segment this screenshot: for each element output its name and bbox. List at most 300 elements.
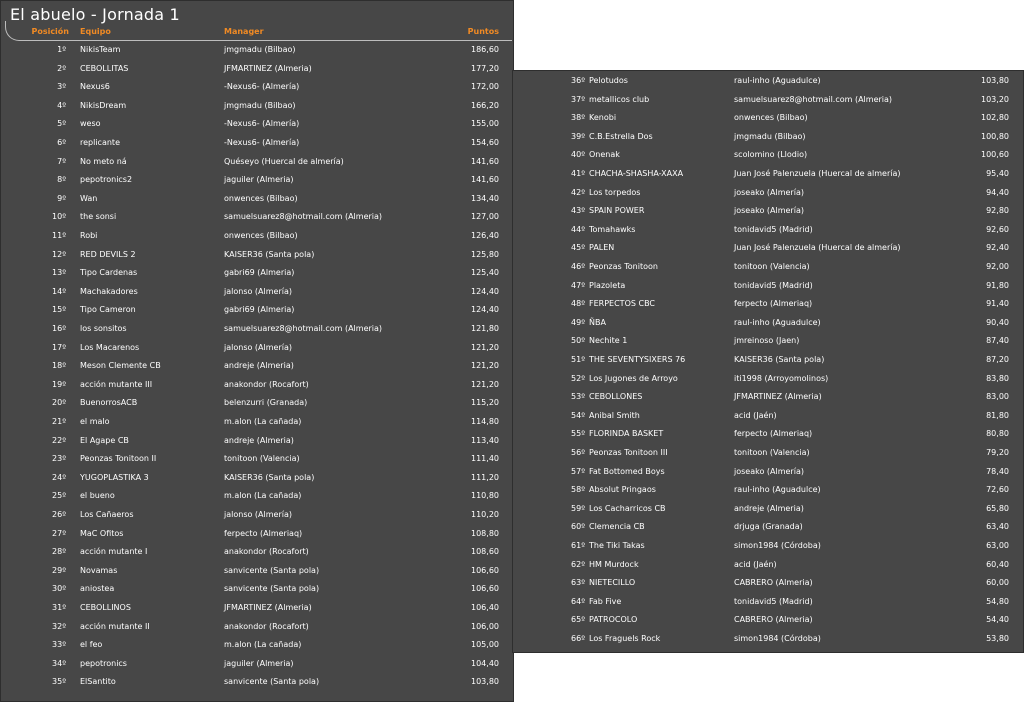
position-cell: 32º	[52, 621, 66, 631]
table-row	[513, 630, 1023, 649]
team-cell: pepotronics	[80, 658, 127, 668]
position-cell: 62º	[571, 559, 585, 569]
manager-cell: raul-inho (Aguadulce)	[734, 317, 821, 327]
manager-cell: andreje (Almeria)	[734, 503, 804, 513]
points-cell: 106,60	[471, 584, 499, 594]
position-cell: 43º	[571, 206, 585, 216]
points-cell: 63,00	[986, 541, 1009, 550]
team-cell: Los Jugones de Arroyo	[589, 373, 678, 383]
table-row	[1, 60, 513, 79]
manager-cell: -Nexus6- (Almería)	[224, 82, 300, 92]
points-cell: 121,80	[471, 324, 499, 333]
table-row	[513, 258, 1023, 277]
table-row	[513, 72, 1023, 91]
position-cell: 31º	[52, 603, 66, 612]
table-row	[1, 450, 513, 469]
manager-cell: anakondor (Rocafort)	[224, 379, 309, 389]
position-cell: 42º	[571, 187, 585, 197]
table-row	[1, 78, 513, 97]
position-cell: 29º	[52, 565, 66, 575]
table-row	[1, 432, 513, 451]
table-row	[513, 351, 1023, 370]
position-cell: 48º	[571, 299, 585, 309]
table-row	[1, 320, 513, 339]
manager-cell: tonidavid5 (Madrid)	[734, 224, 813, 234]
position-cell: 44º	[571, 224, 585, 234]
position-cell: 30º	[52, 584, 66, 594]
table-row	[513, 221, 1023, 240]
team-cell: ÑBA	[589, 317, 606, 327]
manager-cell: acid (Jaén)	[734, 410, 777, 420]
points-cell: 111,20	[471, 472, 499, 482]
position-cell: 55º	[571, 429, 585, 439]
manager-cell: tonidavid5 (Madrid)	[734, 596, 813, 606]
position-cell: 27º	[52, 528, 66, 538]
position-cell: 57º	[571, 466, 585, 476]
points-cell: 91,80	[986, 280, 1009, 290]
points-cell: 125,80	[471, 249, 499, 259]
table-row	[513, 239, 1023, 258]
table-row	[1, 469, 513, 488]
manager-cell: onwences (Bilbao)	[734, 113, 808, 123]
team-cell: Meson Clemente CB	[80, 361, 161, 371]
position-cell: 25º	[52, 491, 66, 501]
team-cell: el bueno	[80, 491, 115, 501]
points-cell: 92,00	[986, 262, 1009, 271]
points-cell: 103,20	[981, 94, 1009, 104]
manager-cell: jalonso (Almería)	[224, 286, 292, 296]
team-cell: Kenobi	[589, 113, 617, 123]
points-cell: 115,20	[471, 398, 499, 408]
table-row	[513, 91, 1023, 110]
manager-cell: KAISER36 (Santa pola)	[224, 249, 315, 259]
points-cell: 72,60	[986, 485, 1009, 495]
manager-cell: anakondor (Rocafort)	[224, 547, 309, 557]
page-title: El abuelo - Jornada 1	[10, 5, 180, 24]
team-cell: CEBOLLONES	[589, 392, 643, 402]
manager-cell: tonitoon (Valencia)	[734, 262, 810, 271]
manager-cell: ferpecto (Almeriaq)	[224, 528, 303, 538]
points-cell: 60,40	[986, 559, 1009, 569]
manager-cell: samuelsuarez8@hotmail.com (Almeria)	[224, 324, 383, 333]
table-row	[513, 611, 1023, 630]
position-cell: 19º	[52, 379, 66, 389]
position-cell: 10º	[52, 212, 66, 222]
points-cell: 80,80	[986, 429, 1009, 439]
table-row	[1, 413, 513, 432]
header-manager: Manager	[224, 27, 264, 36]
position-cell: 56º	[571, 448, 585, 457]
position-cell: 52º	[571, 373, 585, 383]
position-cell: 15º	[52, 305, 66, 315]
manager-cell: onwences (Bilbao)	[224, 231, 298, 240]
points-cell: 90,40	[986, 317, 1009, 327]
manager-cell: CABRERO (Almeria)	[734, 578, 813, 588]
position-cell: 41º	[571, 169, 585, 178]
manager-cell: jmgmadu (Bilbao)	[224, 100, 296, 110]
position-cell: 13º	[52, 268, 66, 278]
manager-cell: jaguiler (Almeria)	[224, 658, 294, 668]
team-cell: metallicos club	[589, 94, 650, 104]
position-cell: 20º	[52, 398, 66, 408]
position-cell: 50º	[571, 336, 585, 346]
points-cell: 105,00	[471, 640, 499, 650]
team-cell: THE SEVENTYSIXERS 76	[589, 355, 686, 364]
points-cell: 106,00	[471, 621, 499, 631]
points-cell: 92,60	[986, 224, 1009, 234]
table-row	[1, 487, 513, 506]
team-cell: NIETECILLO	[589, 578, 636, 588]
position-cell: 2º	[57, 63, 66, 73]
points-cell: 102,80	[981, 113, 1009, 123]
manager-cell: onwences (Bilbao)	[224, 193, 298, 203]
team-cell: PATROCOLO	[589, 615, 638, 625]
table-row	[1, 190, 513, 209]
manager-cell: jaguiler (Almeria)	[224, 175, 294, 185]
table-row	[513, 128, 1023, 147]
table-row	[513, 202, 1023, 221]
team-cell: BuenorrosACB	[80, 398, 138, 408]
team-cell: Peonzas Tonitoon	[589, 262, 658, 271]
points-cell: 94,40	[986, 187, 1009, 197]
manager-cell: m.alon (La cañada)	[224, 417, 302, 426]
team-cell: Los Fraguels Rock	[589, 634, 661, 643]
manager-cell: andreje (Almeria)	[224, 361, 294, 371]
manager-cell: raul-inho (Aguadulce)	[734, 76, 821, 85]
table-row	[1, 339, 513, 358]
position-cell: 64º	[571, 596, 585, 606]
points-cell: 126,40	[471, 231, 499, 240]
table-row	[1, 376, 513, 395]
position-cell: 24º	[52, 472, 66, 482]
position-cell: 7º	[57, 156, 66, 166]
team-cell: Wan	[80, 193, 98, 203]
team-cell: Fab Five	[589, 596, 622, 606]
manager-cell: jalonso (Almería)	[224, 510, 292, 519]
team-cell: Pelotudos	[589, 76, 628, 85]
manager-cell: ferpecto (Almeriaq)	[734, 299, 813, 309]
team-cell: Onenak	[589, 150, 620, 160]
table-row	[513, 407, 1023, 426]
points-cell: 100,60	[981, 150, 1009, 160]
points-cell: 95,40	[986, 169, 1009, 178]
team-cell: los sonsitos	[80, 324, 127, 333]
table-row	[513, 184, 1023, 203]
manager-cell: drjuga (Granada)	[734, 522, 803, 532]
manager-cell: ferpecto (Almeriaq)	[734, 429, 813, 439]
position-cell: 53º	[571, 392, 585, 402]
points-cell: 141,60	[471, 156, 499, 166]
manager-cell: samuelsuarez8@hotmail.com (Almeria)	[734, 94, 893, 104]
points-cell: 91,40	[986, 299, 1009, 309]
team-cell: YUGOPLASTIKA 3	[80, 472, 149, 482]
position-cell: 46º	[571, 262, 585, 271]
position-cell: 66º	[571, 634, 585, 643]
position-cell: 18º	[52, 361, 66, 371]
points-cell: 81,80	[986, 410, 1009, 420]
team-cell: PALEN	[589, 243, 615, 253]
points-cell: 124,40	[471, 286, 499, 296]
team-cell: SPAIN POWER	[589, 206, 645, 216]
table-row	[1, 283, 513, 302]
points-cell: 154,60	[471, 138, 499, 147]
table-row	[513, 537, 1023, 556]
table-row	[1, 115, 513, 134]
header-position: Posición	[31, 27, 69, 36]
manager-cell: tonidavid5 (Madrid)	[734, 280, 813, 290]
points-cell: 186,60	[471, 45, 499, 54]
table-row	[513, 481, 1023, 500]
points-cell: 54,40	[986, 615, 1009, 625]
points-cell: 110,20	[471, 510, 499, 519]
manager-cell: -Nexus6- (Almería)	[224, 119, 300, 129]
team-cell: acción mutante I	[80, 547, 148, 557]
team-cell: the sonsi	[80, 212, 117, 222]
team-cell: replicante	[80, 138, 120, 147]
table-row	[1, 357, 513, 376]
points-cell: 113,40	[471, 435, 499, 445]
points-cell: 172,00	[471, 82, 499, 92]
table-row	[1, 673, 513, 692]
table-row	[1, 618, 513, 637]
points-cell: 121,20	[471, 361, 499, 371]
points-cell: 106,40	[471, 603, 499, 612]
points-cell: 79,20	[986, 448, 1009, 457]
table-row	[513, 444, 1023, 463]
points-cell: 111,40	[471, 454, 499, 464]
table-row	[1, 543, 513, 562]
team-cell: weso	[80, 119, 101, 129]
points-cell: 83,00	[986, 392, 1009, 402]
position-cell: 59º	[571, 503, 585, 513]
points-cell: 177,20	[471, 63, 499, 73]
team-cell: FLORINDA BASKET	[589, 429, 664, 439]
team-cell: The Tiki Takas	[589, 541, 645, 550]
team-cell: acción mutante III	[80, 379, 153, 389]
position-cell: 65º	[571, 615, 585, 625]
position-cell: 33º	[52, 640, 66, 650]
table-row	[1, 227, 513, 246]
manager-cell: iti1998 (Arroyomolinos)	[734, 373, 829, 383]
position-cell: 60º	[571, 522, 585, 532]
position-cell: 4º	[57, 100, 66, 110]
manager-cell: KAISER36 (Santa pola)	[224, 472, 315, 482]
table-row	[513, 277, 1023, 296]
manager-cell: joseako (Almería)	[734, 187, 804, 197]
team-cell: Tipo Cardenas	[80, 268, 138, 278]
manager-cell: joseako (Almería)	[734, 206, 804, 216]
table-row	[513, 463, 1023, 482]
points-cell: 124,40	[471, 305, 499, 315]
manager-cell: simon1984 (Córdoba)	[734, 634, 821, 643]
manager-cell: sanvicente (Santa pola)	[224, 677, 320, 687]
team-cell: el malo	[80, 417, 110, 426]
points-cell: 63,40	[986, 522, 1009, 532]
team-cell: Nexus6	[80, 82, 110, 92]
table-row	[1, 208, 513, 227]
team-cell: C.B.Estrella Dos	[589, 131, 653, 141]
table-row	[513, 574, 1023, 593]
manager-cell: tonitoon (Valencia)	[734, 448, 810, 457]
team-cell: Tomahawks	[589, 224, 636, 234]
points-cell: 78,40	[986, 466, 1009, 476]
points-cell: 103,80	[471, 677, 499, 687]
team-cell: Absolut Pringaos	[589, 485, 656, 495]
position-cell: 49º	[571, 317, 585, 327]
manager-cell: Juan José Palenzuela (Huercal de almería)	[734, 243, 901, 253]
points-cell: 92,80	[986, 206, 1009, 216]
table-row	[1, 525, 513, 544]
table-row	[1, 301, 513, 320]
points-cell: 121,20	[471, 342, 499, 352]
table-row	[1, 264, 513, 283]
points-cell: 108,80	[471, 528, 499, 538]
manager-cell: gabri69 (Almeria)	[224, 268, 295, 278]
manager-cell: jalonso (Almería)	[224, 342, 292, 352]
table-row	[513, 332, 1023, 351]
position-cell: 6º	[57, 138, 66, 147]
table-row	[513, 425, 1023, 444]
team-cell: CEBOLLITAS	[80, 63, 129, 73]
manager-cell: joseako (Almería)	[734, 466, 804, 476]
table-row	[513, 593, 1023, 612]
position-cell: 37º	[571, 94, 585, 104]
points-cell: 114,80	[471, 417, 499, 426]
position-cell: 9º	[57, 193, 66, 203]
position-cell: 22º	[52, 435, 66, 445]
table-row	[513, 556, 1023, 575]
table-row	[513, 165, 1023, 184]
points-cell: 87,20	[986, 355, 1009, 364]
position-cell: 51º	[571, 355, 585, 364]
manager-cell: gabri69 (Almeria)	[224, 305, 295, 315]
points-cell: 141,60	[471, 175, 499, 185]
team-cell: No meto ná	[80, 156, 127, 166]
table-row	[1, 580, 513, 599]
team-cell: Fat Bottomed Boys	[589, 466, 665, 476]
points-cell: 106,60	[471, 565, 499, 575]
points-cell: 103,80	[981, 76, 1009, 85]
manager-cell: CABRERO (Almeria)	[734, 615, 813, 625]
points-cell: 83,80	[986, 373, 1009, 383]
position-cell: 1º	[57, 45, 66, 54]
team-cell: Peonzas Tonitoon II	[80, 454, 157, 464]
manager-cell: andreje (Almeria)	[224, 435, 294, 445]
points-cell: 110,80	[471, 491, 499, 501]
points-cell: 127,00	[471, 212, 499, 222]
team-cell: Tipo Cameron	[80, 305, 136, 315]
team-cell: acción mutante II	[80, 621, 150, 631]
manager-cell: -Nexus6- (Almería)	[224, 138, 300, 147]
team-cell: Los Cañaeros	[80, 510, 134, 519]
points-cell: 121,20	[471, 379, 499, 389]
team-cell: HM Murdock	[589, 559, 639, 569]
table-row	[1, 394, 513, 413]
table-row	[1, 562, 513, 581]
manager-cell: acid (Jaén)	[734, 559, 777, 569]
manager-cell: belenzurri (Granada)	[224, 398, 308, 408]
position-cell: 54º	[571, 410, 585, 420]
points-cell: 166,20	[471, 100, 499, 110]
position-cell: 11º	[52, 231, 66, 240]
team-cell: Plazoleta	[589, 280, 626, 290]
team-cell: MaC Ofitos	[80, 528, 124, 538]
team-cell: Los Cacharricos CB	[589, 503, 666, 513]
table-row	[513, 500, 1023, 519]
manager-cell: m.alon (La cañada)	[224, 640, 302, 650]
team-cell: Anibal Smith	[589, 410, 640, 420]
team-cell: El Agape CB	[80, 435, 129, 445]
position-cell: 5º	[57, 119, 66, 129]
team-cell: Robi	[80, 231, 98, 240]
manager-cell: scolomino (Llodio)	[734, 150, 808, 160]
position-cell: 47º	[571, 280, 585, 290]
team-cell: Los Macarenos	[80, 342, 140, 352]
position-cell: 61º	[571, 541, 585, 550]
table-row	[513, 388, 1023, 407]
table-row	[1, 134, 513, 153]
table-row	[513, 109, 1023, 128]
position-cell: 3º	[57, 82, 66, 92]
position-cell: 45º	[571, 243, 585, 253]
table-row	[513, 314, 1023, 333]
position-cell: 36º	[571, 76, 585, 85]
team-cell: Clemencia CB	[589, 522, 645, 532]
table-row	[1, 246, 513, 265]
table-row	[1, 41, 513, 60]
points-cell: 54,80	[986, 596, 1009, 606]
table-row	[513, 370, 1023, 389]
team-cell: Los torpedos	[589, 187, 641, 197]
team-cell: Peonzas Tonitoon III	[589, 448, 668, 457]
table-row	[513, 146, 1023, 165]
manager-cell: m.alon (La cañada)	[224, 491, 302, 501]
team-cell: Machakadores	[80, 286, 138, 296]
manager-cell: JFMARTINEZ (Almeria)	[224, 603, 312, 612]
position-cell: 16º	[52, 324, 66, 333]
table-row	[1, 153, 513, 172]
manager-cell: sanvicente (Santa pola)	[224, 565, 320, 575]
position-cell: 17º	[52, 342, 66, 352]
team-cell: CEBOLLINOS	[80, 603, 131, 612]
position-cell: 34º	[52, 658, 66, 668]
position-cell: 38º	[571, 113, 585, 123]
manager-cell: JFMARTINEZ (Almeria)	[224, 63, 312, 73]
team-cell: el feo	[80, 640, 103, 650]
position-cell: 21º	[52, 417, 66, 426]
points-cell: 125,40	[471, 268, 499, 278]
manager-cell: anakondor (Rocafort)	[224, 621, 309, 631]
table-row	[1, 97, 513, 116]
manager-cell: jmreinoso (Jaen)	[734, 336, 800, 346]
points-cell: 100,80	[981, 131, 1009, 141]
points-cell: 92,40	[986, 243, 1009, 253]
team-cell: ElSantito	[80, 677, 116, 687]
team-cell: aniostea	[80, 584, 115, 594]
points-cell: 134,40	[471, 193, 499, 203]
table-row	[513, 518, 1023, 537]
position-cell: 28º	[52, 547, 66, 557]
position-cell: 26º	[52, 510, 66, 519]
table-row	[1, 636, 513, 655]
manager-cell: KAISER36 (Santa pola)	[734, 355, 825, 364]
team-cell: NikisDream	[80, 100, 127, 110]
points-cell: 53,80	[986, 634, 1009, 643]
manager-cell: samuelsuarez8@hotmail.com (Almeria)	[224, 212, 383, 222]
points-cell: 65,80	[986, 503, 1009, 513]
table-row	[1, 171, 513, 190]
team-cell: Nechite 1	[589, 336, 628, 346]
